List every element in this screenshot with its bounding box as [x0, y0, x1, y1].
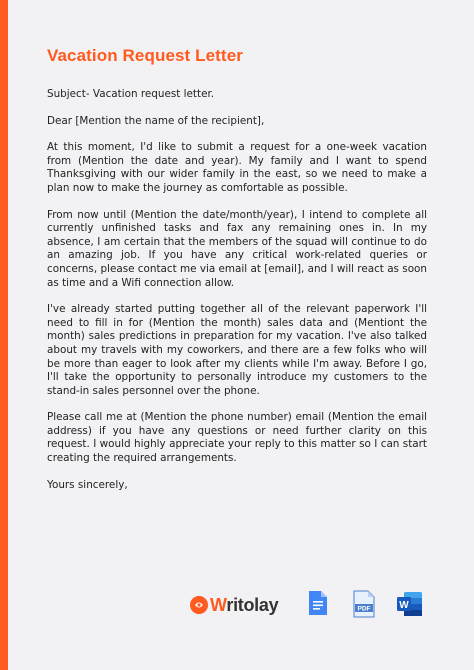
word-label: W: [399, 600, 409, 611]
letter-closing: Yours sincerely,: [47, 478, 128, 491]
letter-subject: Subject- Vacation request letter.: [47, 88, 215, 100]
letter-salutation: Dear [Mention the name of the recipient],: [47, 114, 265, 127]
word-icon[interactable]: [396, 590, 424, 618]
letter-paragraph-3: I've already started putting together all of the relevant paperwork I'll need to fill in for (Mention the month) sales data and (Mentiont the month) sales predictions in preparation for my vacation. I've also talked about my travels with my coworkers, and there are a few folks who will be more than eager to look after my clients while I'm away. Before I go, I'll take the opportunity to personally introduce my customers to the stand-in sales personnel over the phone.: [47, 303, 427, 397]
pdf-icon[interactable]: [352, 590, 376, 618]
brand-name: ritolay: [226, 594, 279, 615]
letter-paragraph-2: From now until (Mention the date/month/year), I intend to complete all currently unfinished tasks and fax any remaining ones in. In my absence, I am certain that the members of the squad will continue to do an amazing job. If you have any critical work-related queries or concerns, please contact me via email at [email], and I will react as soon as time and a Wifi connection allow.: [47, 208, 427, 289]
accent-bar: [0, 0, 8, 670]
letter-title: Vacation Request Letter: [47, 46, 243, 65]
letter-paragraph-4: Please call me at (Mention the phone number) email (Mention the email address) if you have any questions or need further clarity on this request. I would highly appreciate your reply to this matter so I can start creating the required arrangements.: [47, 411, 427, 465]
footer: [0, 588, 474, 620]
writolay-logo[interactable]: [190, 594, 278, 616]
brand-initial: W: [210, 594, 227, 615]
letter-content: [47, 46, 427, 491]
google-docs-icon[interactable]: [308, 590, 332, 618]
pdf-label: PDF: [357, 605, 371, 613]
writolay-icon: [190, 596, 208, 614]
letter-paragraph-1: At this moment, I'd like to submit a request for a one-week vacation from (Mention the date and year). My family and I want to spend Thanksgiving with our wider family in the east, so we need to make a plan now to make the journey as comfortable as possible.: [47, 141, 427, 194]
